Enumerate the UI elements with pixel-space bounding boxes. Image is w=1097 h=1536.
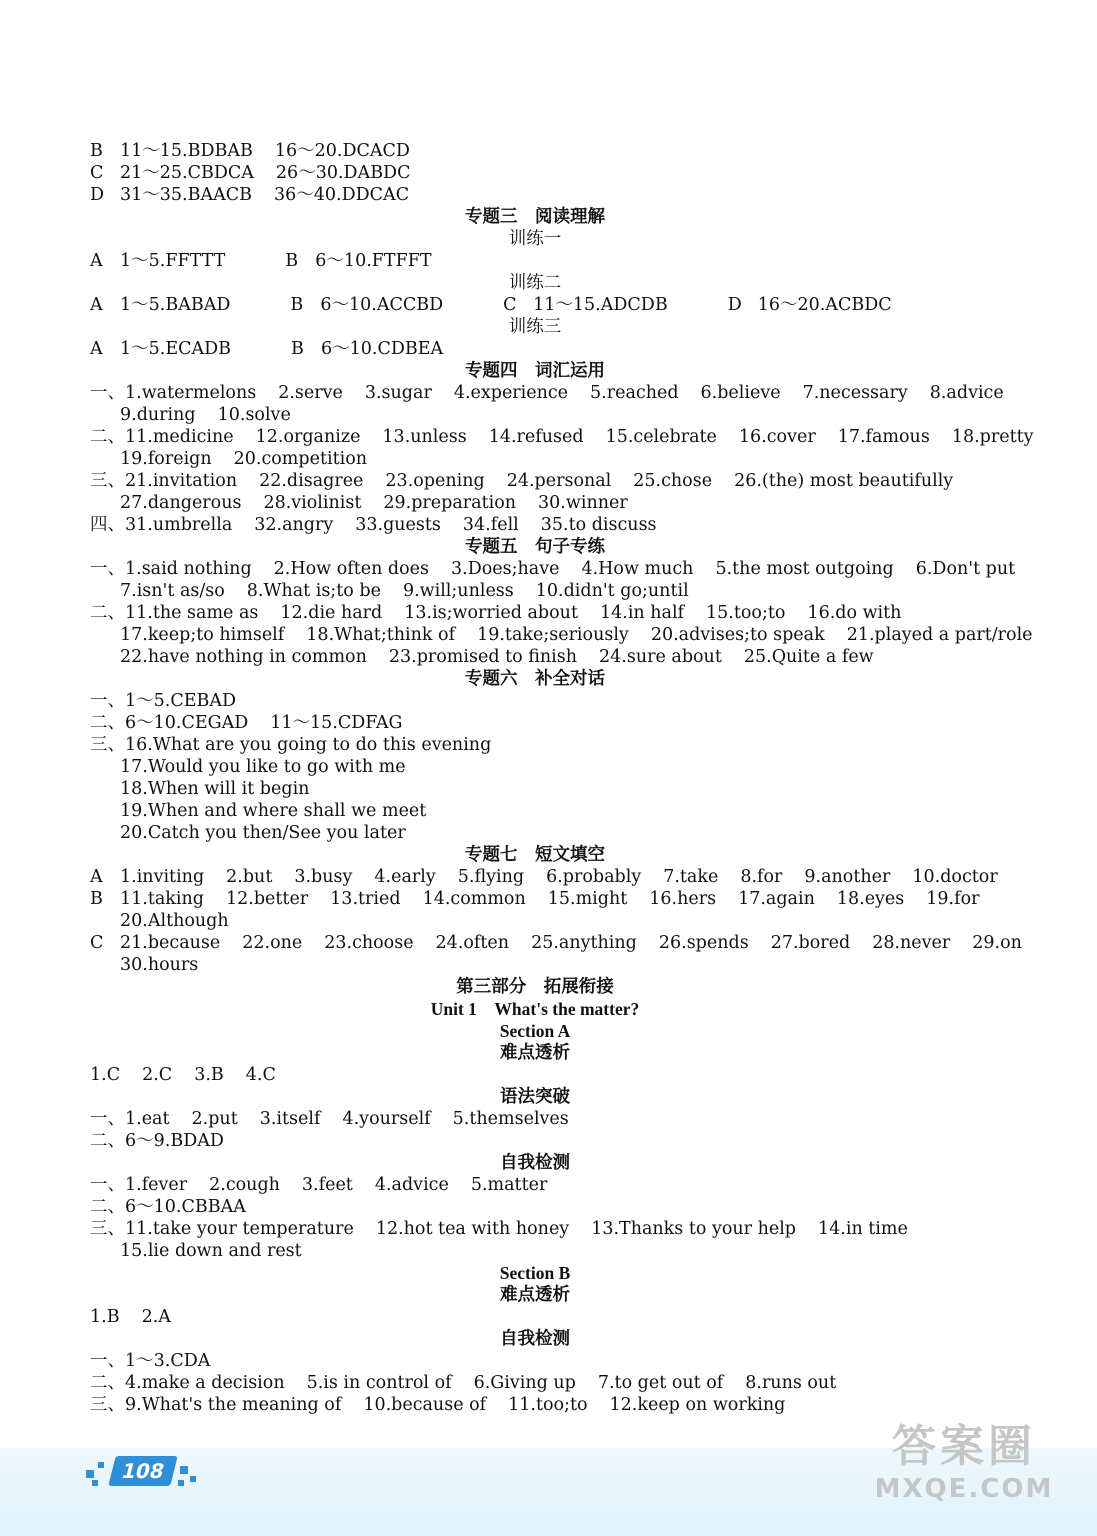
answer-line — [90, 558, 1050, 580]
answer-line — [90, 514, 1050, 536]
answer-group — [90, 888, 1002, 910]
answer-item: 4.early — [374, 867, 436, 887]
answer-item: 2.but — [226, 867, 273, 887]
answer-item: 12.better — [225, 889, 309, 909]
answer-item: 13.unless — [382, 427, 467, 447]
answer-group — [285, 250, 453, 272]
answer-item: 25.Quite a few — [743, 647, 874, 667]
unit-heading: Unit 1 What's the matter? — [430, 999, 640, 1019]
answer-line — [90, 1350, 1050, 1372]
answer-line — [90, 690, 1050, 712]
answer-line — [90, 1218, 1050, 1240]
answer-item: 23.promised to finish — [388, 647, 578, 667]
answer-item: 3.itself — [259, 1109, 321, 1129]
answer-item: 11.the same as — [125, 603, 259, 623]
answer-item: 2.cough — [209, 1175, 280, 1195]
answer-group — [90, 250, 247, 272]
answer-group — [90, 932, 1044, 954]
answer-item: 2.serve — [278, 383, 343, 403]
answer-group — [90, 140, 432, 162]
answer-item: 22.disagree — [259, 471, 364, 491]
answer-item: 1.eat — [125, 1109, 170, 1129]
watermark — [859, 1420, 1069, 1504]
sub-heading: 训练一 — [508, 229, 562, 249]
answer-item: 15.too;to — [706, 603, 786, 623]
answer-item: 26.spends — [658, 933, 749, 953]
answer-item: 3.B — [194, 1065, 224, 1085]
answer-item: 30.winner — [538, 493, 628, 513]
answer-item: 15.lie down and rest — [120, 1241, 302, 1261]
answer-item: 11.medicine — [125, 427, 234, 447]
answer-item: 1～5.ECADB — [120, 339, 232, 359]
answer-item: 11～15.BDBAB — [120, 141, 253, 161]
group-label: A — [90, 867, 103, 887]
answer-item: 6～10.ACCBD — [320, 295, 444, 315]
page-number: 108 — [108, 1456, 177, 1486]
answer-line — [90, 338, 1050, 360]
answer-item: 4.experience — [453, 383, 569, 403]
answer-item: 18.eyes — [836, 889, 905, 909]
answer-line — [90, 404, 1050, 426]
answer-line — [90, 382, 1050, 404]
answer-line — [90, 1130, 1050, 1152]
answer-item: 2.C — [142, 1065, 173, 1085]
answer-group — [90, 184, 431, 206]
answer-line — [90, 602, 1050, 624]
answer-item: 28.violinist — [263, 493, 362, 513]
answer-item: 17.keep;to himself — [120, 625, 285, 645]
answer-item: 17.Would you like to go with me — [120, 757, 406, 777]
answer-item: 3.busy — [294, 867, 353, 887]
answer-item: 14.refused — [488, 427, 584, 447]
answer-item: 5.themselves — [452, 1109, 569, 1129]
answer-item: 6.believe — [700, 383, 781, 403]
answer-line — [90, 294, 1050, 316]
answer-line — [90, 712, 1050, 734]
answer-item: 16.What are you going to do this evening — [125, 735, 492, 755]
answer-item: 7.isn't as/so — [120, 581, 225, 601]
answer-item: 21.played a part/role — [846, 625, 1033, 645]
decor-square — [92, 1480, 98, 1486]
answer-item: 24.often — [435, 933, 510, 953]
group-label: A — [90, 339, 103, 359]
answer-item: 26.(the) most beautifully — [734, 471, 954, 491]
section-heading: 自我检测 — [500, 1153, 570, 1173]
answer-item: 14.in time — [818, 1219, 908, 1239]
answer-item: 9.will;unless — [402, 581, 514, 601]
answer-item: 13.tried — [330, 889, 401, 909]
section-heading: 专题三 阅读理解 — [465, 207, 605, 227]
answer-item: 29.on — [972, 933, 1022, 953]
decor-square — [98, 1462, 104, 1468]
group-label: B — [90, 141, 103, 161]
item-prefix: 二、 — [90, 427, 125, 447]
answer-line — [90, 140, 1050, 162]
group-label: B — [291, 339, 304, 359]
answer-line — [90, 426, 1050, 448]
answer-item: 6～10.CEGAD — [125, 713, 249, 733]
section-heading: 专题四 词汇运用 — [465, 361, 605, 381]
group-label: B — [290, 295, 304, 315]
answer-item: 6～10.FTFFT — [315, 251, 432, 271]
group-label: A — [90, 295, 103, 315]
answer-item: 4.How much — [581, 559, 694, 579]
answer-item: 1～3.CDA — [125, 1351, 211, 1371]
item-prefix: 三、 — [90, 471, 125, 491]
answer-item: 8.runs out — [745, 1373, 837, 1393]
answer-item: 1.watermelons — [125, 383, 257, 403]
answer-line — [90, 580, 1050, 602]
answer-line — [90, 954, 1050, 976]
answer-item: 25.anything — [531, 933, 637, 953]
answer-item: 5.matter — [470, 1175, 548, 1195]
answer-item: 1～5.BABAD — [120, 295, 231, 315]
answer-item: 23.choose — [324, 933, 414, 953]
answer-line — [90, 1108, 1050, 1130]
answer-item: 21.invitation — [125, 471, 238, 491]
answer-item: 5.flying — [457, 867, 525, 887]
answer-item: 2.put — [191, 1109, 238, 1129]
answer-item: 18.pretty — [951, 427, 1034, 447]
answer-item: 5.reached — [590, 383, 679, 403]
answer-item: 11.taking — [120, 889, 204, 909]
sub-heading: 训练三 — [508, 317, 562, 337]
item-prefix: 一、 — [90, 383, 125, 403]
answer-item: 3.sugar — [364, 383, 432, 403]
answer-item: 8.advice — [929, 383, 1004, 403]
answer-line — [90, 888, 1050, 910]
answer-item: 1.fever — [125, 1175, 188, 1195]
answer-line — [90, 756, 1050, 778]
item-prefix: 一、 — [90, 691, 125, 711]
answer-item: 19.foreign — [120, 449, 212, 469]
group-label: A — [90, 251, 103, 271]
answer-item: 27.bored — [770, 933, 851, 953]
answer-item: 17.famous — [837, 427, 930, 447]
answer-item: 10.didn't go;until — [535, 581, 689, 601]
answer-item: 15.might — [547, 889, 628, 909]
answer-group — [90, 338, 253, 360]
answer-item: 31～35.BAACB — [120, 185, 252, 205]
answer-item: 6.probably — [546, 867, 642, 887]
decor-square — [178, 1480, 184, 1486]
answer-item: 35.to discuss — [540, 515, 657, 535]
answer-item: 13.Thanks to your help — [591, 1219, 797, 1239]
answer-item: 4.yourself — [342, 1109, 431, 1129]
answer-item: 3.Does;have — [451, 559, 560, 579]
section-heading: 难点透析 — [500, 1043, 570, 1063]
answer-item: 21.because — [120, 933, 221, 953]
section-heading: 语法突破 — [500, 1087, 570, 1107]
answer-item: 31.umbrella — [125, 515, 233, 535]
answer-item: 1.said nothing — [125, 559, 252, 579]
item-prefix: 一、 — [90, 1175, 125, 1195]
answer-item: 24.sure about — [599, 647, 722, 667]
answer-item: 26～30.DABDC — [275, 163, 411, 183]
item-prefix: 一、 — [90, 1109, 125, 1129]
answer-item: 7.necessary — [802, 383, 908, 403]
answer-item: 30.hours — [120, 955, 199, 975]
group-label: D — [727, 295, 742, 315]
answer-line — [90, 492, 1050, 514]
answer-line — [90, 734, 1050, 756]
answer-item: 17.again — [738, 889, 815, 909]
answer-line — [90, 932, 1050, 954]
answer-group — [290, 294, 465, 316]
answer-item: 7.to get out of — [597, 1373, 724, 1393]
answer-item: 16～20.DCACD — [274, 141, 410, 161]
answer-line — [90, 162, 1050, 184]
answer-item: 8.What is;to be — [246, 581, 381, 601]
answer-item: 16.hers — [649, 889, 717, 909]
answer-item: 4.C — [245, 1065, 276, 1085]
answer-item: 24.personal — [506, 471, 612, 491]
answer-content — [90, 140, 1050, 1416]
section-heading: 专题五 句子专练 — [465, 537, 605, 557]
sub-heading: 训练二 — [508, 273, 562, 293]
item-prefix: 三、 — [90, 1395, 125, 1415]
answer-item: 1.inviting — [120, 867, 205, 887]
answer-item: 6～10.CDBEA — [321, 339, 444, 359]
answer-item: 11.too;to — [508, 1395, 588, 1415]
item-prefix: 二、 — [90, 1373, 125, 1393]
item-prefix: 四、 — [90, 515, 125, 535]
answer-item: 34.fell — [462, 515, 519, 535]
answer-item: 20.advises;to speak — [650, 625, 825, 645]
answer-line — [90, 184, 1050, 206]
answer-item: 11.take your temperature — [125, 1219, 354, 1239]
group-label: B — [285, 251, 299, 271]
answer-line — [90, 910, 1050, 932]
answer-line — [90, 250, 1050, 272]
decor-square — [180, 1466, 188, 1474]
section-heading: 难点透析 — [500, 1285, 570, 1305]
answer-item: 18.When will it begin — [120, 779, 310, 799]
answer-item: 1.C — [90, 1065, 121, 1085]
section-heading: 专题六 补全对话 — [465, 669, 605, 689]
answer-group — [728, 294, 914, 316]
answer-line — [90, 778, 1050, 800]
answer-line — [90, 1196, 1050, 1218]
answer-line — [90, 1174, 1050, 1196]
decor-square — [190, 1476, 196, 1482]
section-heading: 第三部分 拓展衔接 — [456, 977, 614, 997]
unit-heading: Section A — [499, 1021, 571, 1041]
answer-group — [291, 338, 465, 360]
item-prefix: 一、 — [90, 559, 125, 579]
answer-item: 6～9.BDAD — [125, 1131, 224, 1151]
answer-item: 21～25.CBDCA — [120, 163, 254, 183]
answer-item: 12.hot tea with honey — [375, 1219, 570, 1239]
answer-group — [90, 162, 432, 184]
answer-line — [90, 866, 1050, 888]
answer-item: 23.opening — [385, 471, 485, 491]
answer-item: 16～20.ACBDC — [757, 295, 892, 315]
answer-line — [90, 624, 1050, 646]
unit-heading: Section B — [499, 1263, 571, 1283]
group-label: D — [90, 185, 105, 205]
answer-line — [90, 800, 1050, 822]
item-prefix: 三、 — [90, 1219, 125, 1239]
item-prefix: 三、 — [90, 735, 125, 755]
answer-line — [90, 1240, 1050, 1262]
item-prefix: 二、 — [90, 1131, 125, 1151]
answer-item: 10.doctor — [912, 867, 998, 887]
answer-item: 8.for — [740, 867, 783, 887]
answer-item: 32.angry — [254, 515, 334, 535]
answer-item: 11～15.CDFAG — [270, 713, 403, 733]
decor-square — [86, 1470, 94, 1478]
answer-item: 19.When and where shall we meet — [120, 801, 427, 821]
answer-item: 9.What's the meaning of — [125, 1395, 342, 1415]
answer-item: 1～5.CEBAD — [125, 691, 237, 711]
answer-item: 27.dangerous — [120, 493, 242, 513]
answer-item: 18.What;think of — [306, 625, 456, 645]
answer-item: 16.do with — [807, 603, 902, 623]
answer-item: 10.because of — [363, 1395, 487, 1415]
answer-item: 9.during — [120, 405, 196, 425]
section-heading: 自我检测 — [500, 1329, 570, 1349]
item-prefix: 二、 — [90, 1197, 125, 1217]
answer-item: 14.common — [422, 889, 526, 909]
answer-item: 2.A — [141, 1307, 171, 1327]
answer-item: 22.have nothing in common — [120, 647, 367, 667]
answer-item: 6～10.CBBAA — [125, 1197, 246, 1217]
answer-item: 1.B — [90, 1307, 120, 1327]
answer-group — [90, 294, 252, 316]
answer-item: 33.guests — [355, 515, 441, 535]
answer-line — [90, 1064, 1050, 1086]
group-label: C — [503, 295, 517, 315]
answer-line — [90, 448, 1050, 470]
answer-item: 25.chose — [633, 471, 713, 491]
answer-item: 7.take — [663, 867, 719, 887]
answer-line — [90, 1306, 1050, 1328]
answer-line — [90, 1372, 1050, 1394]
answer-item: 4.make a decision — [125, 1373, 285, 1393]
answer-item: 14.in half — [599, 603, 685, 623]
answer-item: 12.die hard — [280, 603, 383, 623]
answer-line — [90, 822, 1050, 844]
watermark-text-bottom: MXQE.COM — [874, 1474, 1054, 1504]
answer-item: 4.advice — [374, 1175, 449, 1195]
answer-item: 22.one — [242, 933, 303, 953]
answer-item: 20.Although — [120, 911, 229, 931]
answer-group — [503, 294, 690, 316]
answer-item: 28.never — [872, 933, 951, 953]
answer-item: 12.keep on working — [609, 1395, 786, 1415]
answer-item: 3.feet — [301, 1175, 353, 1195]
group-label: C — [90, 933, 104, 953]
answer-item: 9.another — [804, 867, 891, 887]
answer-group — [90, 866, 1020, 888]
answer-line — [90, 1394, 1050, 1416]
answer-item: 11～15.ADCDB — [533, 295, 668, 315]
answer-item: 5.the most outgoing — [715, 559, 894, 579]
answer-line — [90, 470, 1050, 492]
answer-item: 1～5.FFTTT — [120, 251, 226, 271]
answer-item: 19.take;seriously — [477, 625, 629, 645]
answer-item: 20.Catch you then/See you later — [120, 823, 406, 843]
answer-item: 12.organize — [255, 427, 361, 447]
answer-line — [90, 646, 1050, 668]
section-heading: 专题七 短文填空 — [465, 845, 605, 865]
item-prefix: 一、 — [90, 1351, 125, 1371]
answer-item: 13.is;worried about — [404, 603, 578, 623]
answer-item: 36～40.DDCAC — [274, 185, 410, 205]
answer-item: 29.preparation — [383, 493, 517, 513]
answer-item: 6.Giving up — [473, 1373, 576, 1393]
watermark-text-top: 答案圈 — [892, 1421, 1036, 1472]
answer-item: 15.celebrate — [605, 427, 717, 447]
answer-item: 16.cover — [738, 427, 816, 447]
group-label: B — [90, 889, 103, 909]
answer-item: 10.solve — [217, 405, 291, 425]
group-label: C — [90, 163, 104, 183]
answer-item: 2.How often does — [273, 559, 430, 579]
answer-item: 6.Don't put — [915, 559, 1016, 579]
answer-item: 19.for — [926, 889, 980, 909]
answer-item: 5.is in control of — [306, 1373, 452, 1393]
item-prefix: 二、 — [90, 713, 125, 733]
item-prefix: 二、 — [90, 603, 125, 623]
answer-item: 20.competition — [233, 449, 368, 469]
